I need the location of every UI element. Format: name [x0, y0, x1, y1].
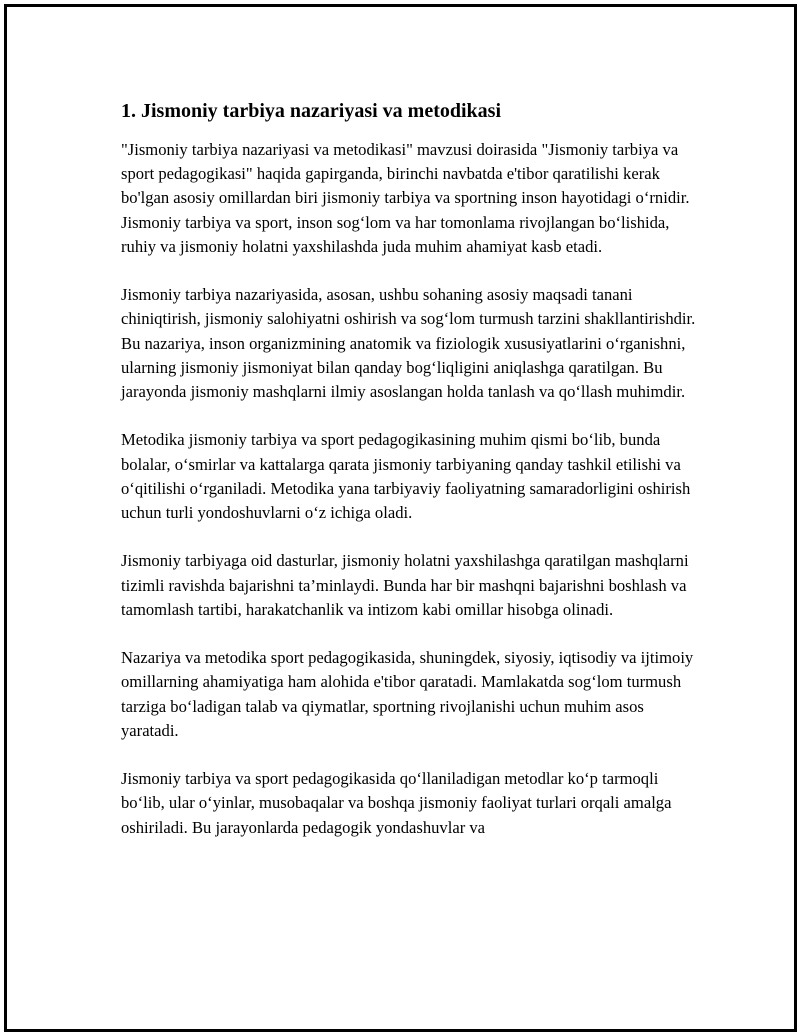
paragraph: Metodika jismoniy tarbiya va sport pedagogikasining muhim qismi bo‘lib, bunda bolalar, o‘smirlar va kattalarga qarata jismoniy tarbiyaning qanday tashkil etilishi va o‘qitilishi o‘rganiladi. Metodika yana tarbiyaviy faoliyatning samaradorligini oshirish uchun turli yondoshuvlarni o‘z ichiga oladi.: [121, 430, 691, 523]
paragraph: "Jismoniy tarbiya nazariyasi va metodikasi" mavzusi doirasida "Jismoniy tarbiya va sport pedagogikasi" haqida gapirganda, birinchi navbatda e'tibor qaratilishi kerak bo'lgan asosiy omillardan biri jismoniy tarbiya va sportning inson hayotidagi o‘rnidir. Jismoniy tarbiya va sport, inson sog‘lom va har tomonlama rivojlangan bo‘lishida, ruhiy va jismoniy holatni yaxshilashda juda muhim ahamiyat kasb etadi.: [121, 140, 690, 256]
paragraph: Jismoniy tarbiya va sport pedagogikasida qo‘llaniladigan metodlar ko‘p tarmoqli bo‘lib, ular o‘yinlar, musobaqalar va boshqa jismoniy faoliyat turlari orqali amalga oshiriladi. Bu jarayonlarda pedagogik yondashuvlar va: [121, 769, 672, 837]
paragraph: Nazariya va metodika sport pedagogikasida, shuningdek, siyosiy, iqtisodiy va ijtimoiy omillarning ahamiyatiga ham alohida e'tibor qaratadi. Mamlakatda sog‘lom turmush tarziga bo‘ladigan talab va qiymatlar, sportning rivojlanishi uchun muhim asos yaratadi.: [121, 648, 694, 740]
page-frame: [4, 4, 797, 1032]
paragraph: Jismoniy tarbiyaga oid dasturlar, jismoniy holatni yaxshilashga qaratilgan mashqlarni tizimli ravishda bajarishni ta’minlaydi. Bunda har bir mashqni bajarishni boshlash va tamomlash tartibi, harakatchanlik va intizom kabi omillar hisobga olinadi.: [121, 551, 689, 619]
section-heading: 1. Jismoniy tarbiya nazariyasi va metodikasi: [121, 100, 502, 122]
document-body: [121, 98, 701, 864]
paragraph: Jismoniy tarbiya nazariyasida, asosan, ushbu sohaning asosiy maqsadi tanani chiniqtirish, jismoniy salohiyatni oshirish va sog‘lom turmush tarzini shakllantirishdir. Bu nazariya, inson organizmining anatomik va fiziologik xususiyatlarini o‘rganishni, ularning jismoniy jismoniyat bilan qanday bog‘liqligini aniqlashga qaratilgan. Bu jarayonda jismoniy mashqlarni ilmiy asoslangan holda tanlash va qo‘llash muhimdir.: [121, 285, 696, 402]
